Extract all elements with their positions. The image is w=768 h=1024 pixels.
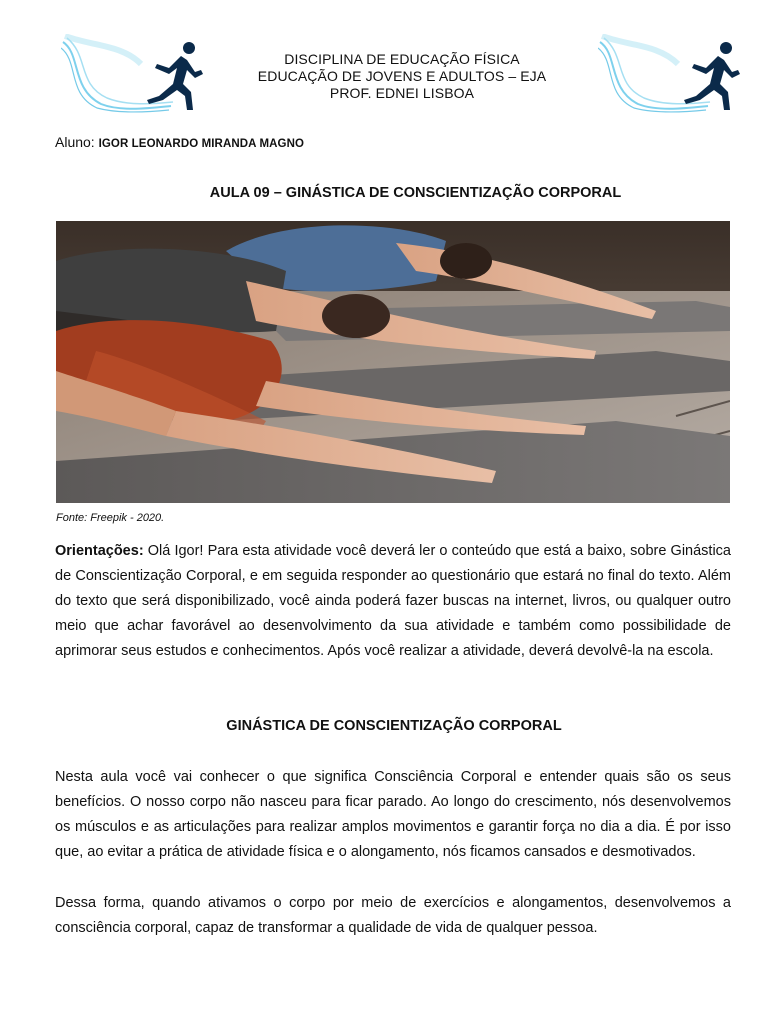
orientation-text: Olá Igor! Para esta atividade você deverá ler o conteúdo que está a baixo, sobre Ginástica de Conscientização Corporal, e em seguida responder ao questionário que estará no final do texto. Além do texto que será disponibilizado, você ainda poderá fazer buscas na internet, livros, ou qualquer outro meio que achar favorável ao desenvolvimento da sua atividade e também como possibilidade de aprimorar seus estudos e conhecimentos. Após você realizar a atividade, deverá devolvê-la na escola. xyxy=(55,543,731,659)
student-line xyxy=(55,134,304,150)
body-paragraph-2: Dessa forma, quando ativamos o corpo por meio de exercícios e alongamentos, desenvolvemos a consciência corporal, capaz de transformar a qualidade de vida de qualquer pessoa. xyxy=(55,895,731,936)
runner-logo-left xyxy=(61,34,205,114)
yoga-stretch-photo xyxy=(56,221,730,503)
orientation-lead: Orientações: xyxy=(55,543,144,559)
body-paragraph-1: Nesta aula você vai conhecer o que significa Consciência Corporal e entender quais são os seus benefícios. O nosso corpo não nasceu para ficar parado. Ao longo do crescimento, nós desenvolvemos os músculos e as articulações para realizar amplos movimentos e garantir força no dia a dia. É por isso que, ao evitar a prática de atividade física e o alongamento, nós ficamos cansados e desmotivados. xyxy=(55,769,731,860)
header-program: EDUCAÇÃO DE JOVENS E ADULTOS – EJA xyxy=(257,68,547,84)
page-header xyxy=(210,51,594,102)
header-teacher: PROF. EDNEI LISBOA xyxy=(329,85,475,101)
runner-logo-right xyxy=(598,34,742,114)
section-title: GINÁSTICA DE CONSCIENTIZAÇÃO CORPORAL xyxy=(226,718,562,734)
orientation-paragraph xyxy=(55,539,731,664)
student-label: Aluno: xyxy=(55,134,95,150)
photo-caption: Fonte: Freepik - 2020. xyxy=(56,512,165,524)
header-discipline: DISCIPLINA DE EDUCAÇÃO FÍSICA xyxy=(284,51,520,67)
lesson-title: AULA 09 – GINÁSTICA DE CONSCIENTIZAÇÃO CORPORAL xyxy=(209,185,622,201)
runner-logo-icon xyxy=(61,34,205,114)
student-name: IGOR LEONARDO MIRANDA MAGNO xyxy=(98,138,305,150)
runner-logo-icon xyxy=(598,34,742,114)
